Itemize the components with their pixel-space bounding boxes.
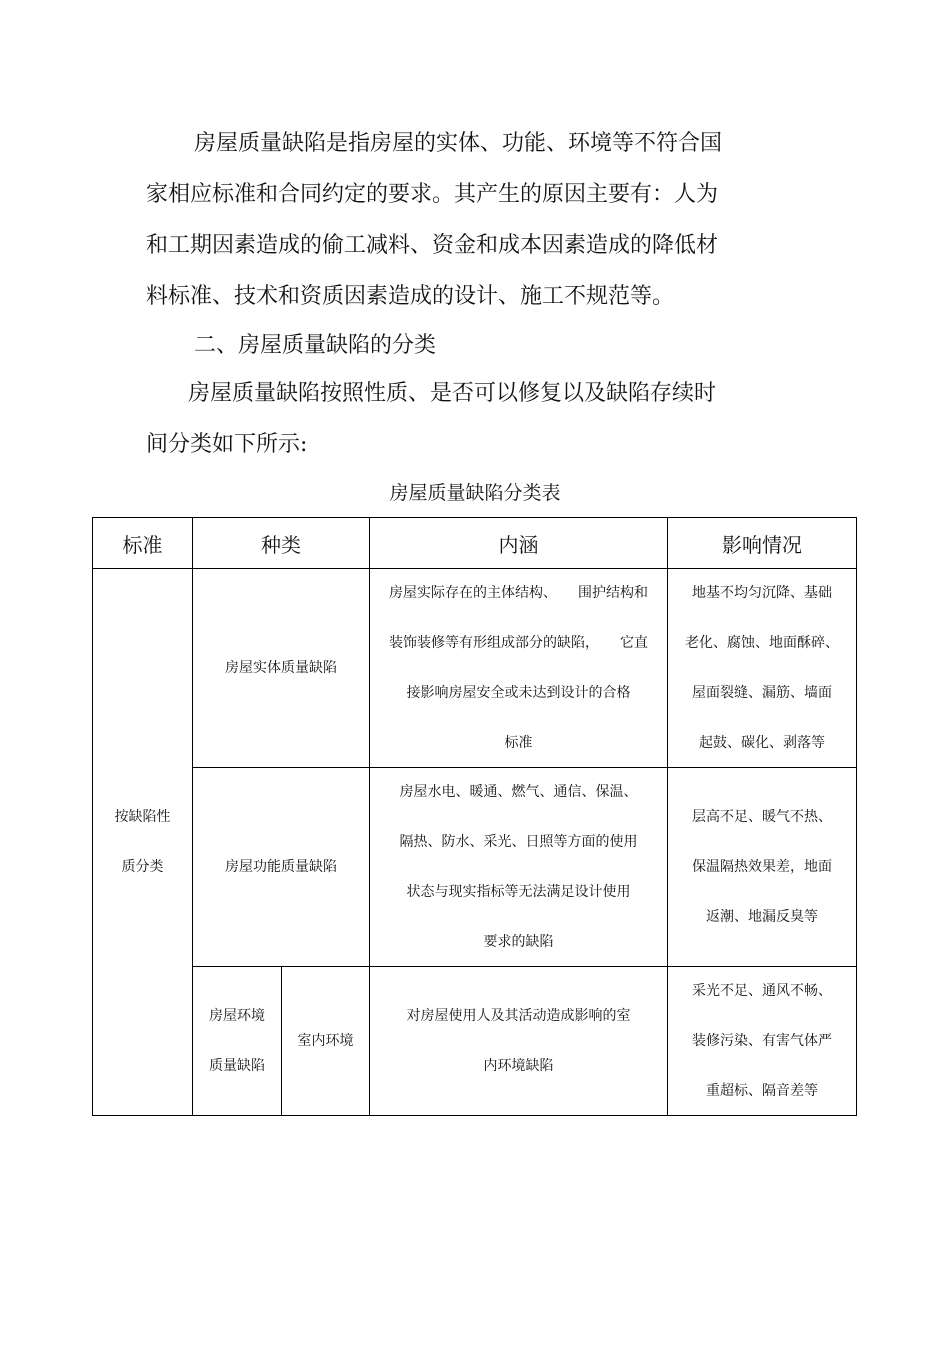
cell-line: 标准	[504, 735, 533, 751]
cell-line: 装修污染、有害气体严	[692, 1033, 832, 1049]
header-standard: 标准	[122, 532, 163, 557]
cell-line: 房屋水电、暖通、燃气、通信、保温、	[399, 784, 638, 800]
cell-line: 层高不足、暖气不热、	[692, 809, 832, 825]
cell-line: 质分类	[121, 859, 164, 875]
cell-line: 接影响房屋安全或未达到设计的合格	[406, 685, 631, 701]
type-cell	[193, 967, 281, 1115]
cell-line: 要求的缺陷	[483, 934, 554, 950]
cell-line: 室内环境	[297, 1033, 354, 1049]
section-heading: 二、房屋质量缺陷的分类	[194, 333, 437, 358]
cell-line: 内环境缺陷	[483, 1058, 554, 1074]
cell-line: 质量缺陷	[209, 1058, 265, 1074]
standard-cell	[93, 569, 192, 1115]
impact-cell	[668, 768, 856, 966]
cell-line: 对房屋使用人及其活动造成影响的室	[406, 1008, 631, 1024]
cell-line: 保温隔热效果差，地面	[692, 859, 832, 875]
paragraph-line: 和工期因素造成的偷工减料、资金和成本因素造成的降低材	[146, 233, 719, 258]
type-cell	[193, 569, 369, 767]
content-cell	[370, 967, 667, 1115]
cell-line: 房屋实际存在的主体结构、 围护结构和	[389, 585, 648, 601]
paragraph-line: 间分类如下所示:	[146, 432, 308, 457]
subtype-cell	[282, 967, 369, 1115]
cell-line: 房屋环境	[209, 1008, 265, 1024]
header-impact: 影响情况	[722, 532, 802, 557]
cell-line: 装饰装修等有形组成部分的缺陷， 它直	[389, 635, 648, 651]
paragraph-line: 料标准、技术和资质因素造成的设计、施工不规范等。	[146, 284, 675, 309]
header-type: 种类	[261, 532, 301, 557]
cell-line: 老化、腐蚀、地面酥碎、	[685, 635, 839, 651]
content-cell	[370, 569, 667, 767]
type-cell	[193, 768, 369, 966]
cell-line: 采光不足、通风不畅、	[692, 983, 832, 999]
impact-cell	[668, 967, 856, 1115]
impact-cell	[668, 569, 856, 767]
cell-line: 状态与现实指标等无法满足设计使用	[406, 884, 631, 900]
cell-line: 地基不均匀沉降、基础	[692, 585, 832, 601]
cell-line: 隔热、防水、采光、日照等方面的使用	[399, 834, 638, 850]
paragraph-line: 房屋质量缺陷是指房屋的实体、功能、环境等不符合国	[194, 131, 723, 156]
header-content: 内涵	[498, 532, 539, 557]
cell-line: 返潮、地漏反臭等	[706, 909, 818, 925]
content-cell	[370, 768, 667, 966]
paragraph-line: 家相应标准和合同约定的要求。其产生的原因主要有：人为	[146, 182, 719, 207]
cell-line: 房屋实体质量缺陷	[225, 660, 337, 676]
paragraph-line: 房屋质量缺陷按照性质、是否可以修复以及缺陷存续时	[188, 381, 717, 406]
cell-line: 起鼓、碳化、剥落等	[699, 735, 825, 751]
table-border	[856, 517, 857, 1116]
cell-line: 房屋功能质量缺陷	[225, 859, 337, 875]
table-caption: 房屋质量缺陷分类表	[389, 482, 561, 504]
cell-line: 屋面裂缝、漏筋、墙面	[692, 685, 832, 701]
cell-line: 重超标、隔音差等	[706, 1083, 818, 1099]
cell-line: 按缺陷性	[114, 809, 171, 825]
classification-table	[92, 517, 857, 1116]
